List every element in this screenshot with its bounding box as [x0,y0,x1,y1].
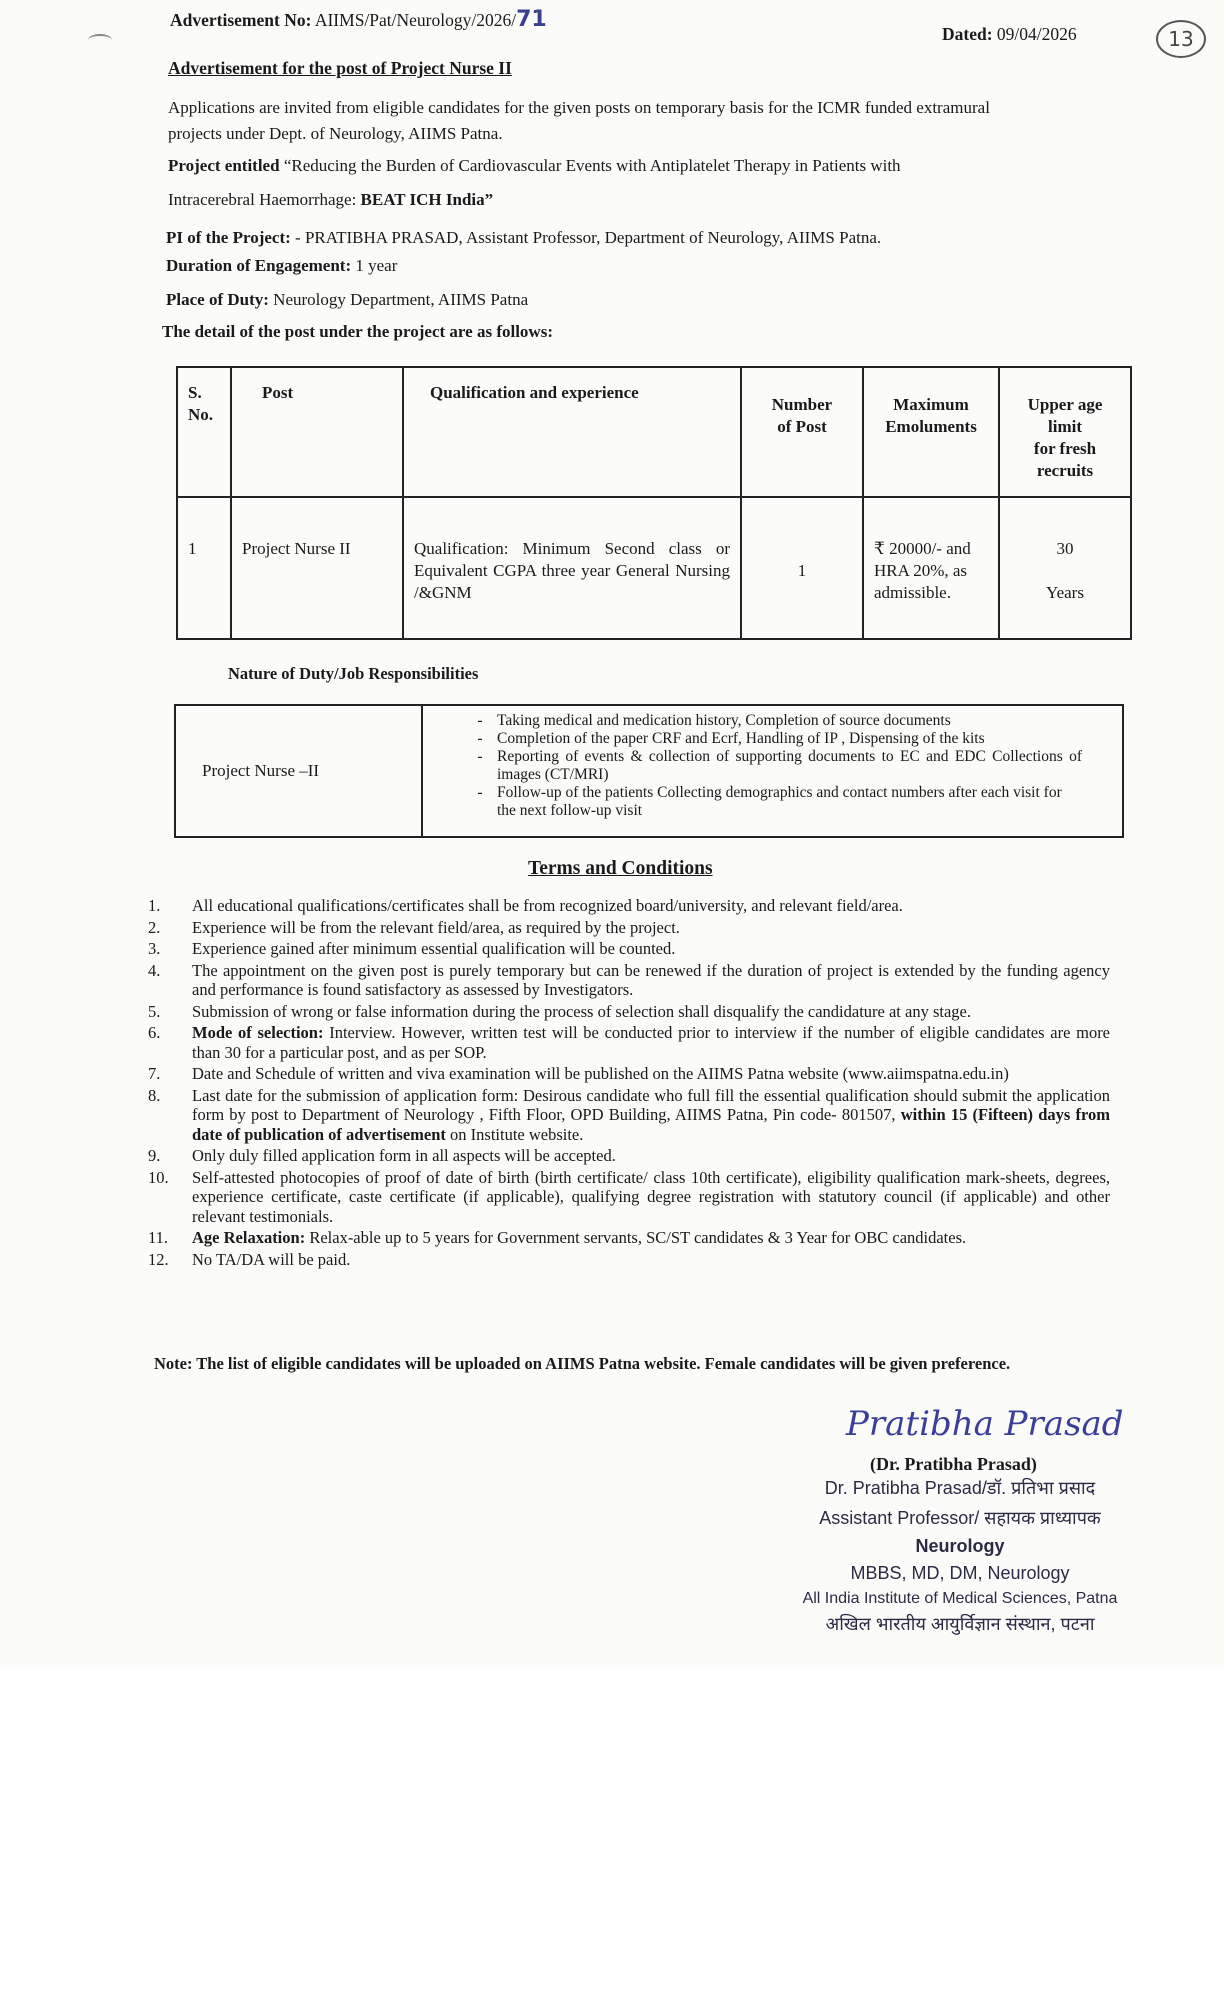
term-item [148,961,1110,1000]
duty-item [463,730,1082,748]
duty-item-text: Follow-up of the patients Collecting demographics and contact numbers after each visit for the next follow-up visit [497,784,1062,819]
cell-number: 1 [741,497,863,639]
header-sno-l2: No. [188,405,214,424]
term-text: Only duly filled application form in all aspects will be accepted. [192,1146,616,1165]
term-item [148,1228,1110,1248]
advertisement-number [170,7,547,32]
stamp-line: MBBS, MD, DM, Neurology [850,1563,1070,1583]
project-title-text-1: “Reducing the Burden of Cardiovascular Events with Antiplatelet Therapy in Patients with [283,156,901,175]
duty-dash: - [477,730,483,747]
cell-age-value: 30 [1056,539,1074,558]
project-label: Project entitled [168,156,280,175]
term-item [148,1146,1110,1166]
cell-post: Project Nurse II [231,497,403,639]
stamp-line: Neurology [915,1536,1005,1556]
term-text: Experience will be from the relevant field/area, as required by the project. [192,917,680,937]
project-title-line-1 [168,156,901,176]
cell-qualification: Qualification: Minimum Second class or Equivalent CGPA three year General Nursing /&GNM [403,497,741,639]
term-item [148,1250,1110,1270]
term-number: 7. [148,1064,161,1083]
header-number-l1: Number [771,395,833,414]
pi-line [166,228,881,248]
duty-item [463,712,1082,730]
duration-label: Duration of Engagement: [166,256,352,275]
term-body: Relax-able up to 5 years for Government servants, SC/ST candidates & 3 Year for OBC candidates. [305,1228,967,1247]
post-table-row [177,497,1131,639]
page-number-stamp [1156,20,1206,58]
term-number: 11. [148,1228,169,1247]
blank-area [0,1665,1224,2016]
duty-table [174,704,1124,838]
dated-value: 09/04/2026 [996,24,1077,44]
detail-heading: The detail of the post under the project are as follows: [162,322,553,341]
page-number: 13 [1168,27,1194,51]
advert-label: Advertisement No: [170,10,312,30]
term-item [148,1023,1110,1062]
handwritten-signature: Pratibha Prasad [846,1404,1124,1444]
term-text [192,1086,1110,1145]
duty-post: Project Nurse –II [175,705,422,837]
duty-item-text: Completion of the paper CRF and Ecrf, Handling of IP , Dispensing of the kits [497,730,985,747]
terms-heading: Terms and Conditions [528,858,713,879]
term-text [192,1023,1110,1062]
term-number: 9. [148,1146,161,1165]
cell-sno: 1 [177,497,231,639]
term-item [148,1002,1110,1022]
term-item [148,1086,1110,1145]
duration-line [166,256,397,276]
cell-emoluments: ₹ 20000/- and HRA 20%, as admissible. [863,497,999,639]
term-number: 4. [148,960,161,980]
title-post: Project Nurse II [390,58,512,78]
cell-age [999,497,1131,639]
term-body: Interview. However, written test will be conducted prior to interview if the number of eligible candidates are more than 30 for a particular post, and as per SOP. [192,1023,1111,1062]
duration-value: 1 year [351,256,398,275]
header-qualification: Qualification and experience [403,367,741,497]
duty-dash: - [477,712,483,729]
pi-label: PI of the Project: [166,228,291,247]
term-bold: Age Relaxation: [192,1228,306,1247]
duty-heading: Nature of Duty/Job Responsibilities [228,664,479,683]
term-text: The appointment on the given post is purely temporary but can be renewed if the duration of project is extended by the funding agency and performance is found satisfactory as assessed by Investigators. [192,960,1110,999]
header-age [999,367,1131,497]
header-age-l1: Upper age limit [1027,395,1103,436]
header-number-l2: of Post [777,417,827,436]
term-text: No TA/DA will be paid. [192,1249,351,1269]
signatory-name: (Dr. Pratibha Prasad) [870,1454,1037,1474]
header-number [741,367,863,497]
dated-label: Dated: [942,24,993,44]
term-text: Experience gained after minimum essential qualification will be counted. [192,939,676,958]
scan-mark [88,34,112,46]
stamp-line: Assistant Professor/ सहायक प्राध्यापक [819,1508,1101,1528]
stamp-line: Dr. Pratibha Prasad/डॉ. प्रतिभा प्रसाद [824,1478,1096,1498]
header-emoluments-l2: Emoluments [885,417,977,436]
place-value: Neurology Department, AIIMS Patna [268,290,529,309]
term-number: 3. [148,939,161,958]
header-age-l2: for fresh recruits [1033,439,1097,480]
stamp-line: All India Institute of Medical Sciences, Patna [802,1590,1118,1607]
term-item [148,918,1110,938]
header-sno-l1: S. [188,383,202,402]
post-table-header-row [177,367,1131,497]
duty-item [463,748,1082,784]
place-line [166,290,528,310]
duty-item-text: Taking medical and medication history, Completion of source documents [497,712,951,729]
place-label: Place of Duty: [166,290,269,309]
advertisement-title [168,58,512,79]
duty-list [422,705,1123,837]
header-emoluments-l1: Maximum [893,395,969,414]
post-table [176,366,1132,640]
term-text: Date and Schedule of written and viva examination will be published on the AIIMS Patna website (www.aiimspatna.edu.in) [192,1064,1009,1083]
term-number: 10. [148,1167,169,1187]
project-title-line-2 [168,190,493,210]
stamp-line: अखिल भारतीय आयुर्विज्ञान संस्थान, पटना [825,1614,1095,1634]
term-item [148,896,1110,916]
project-title-text-2: Intracerebral Haemorrhage: [168,190,361,209]
term-bold: Mode of selection: [192,1023,324,1042]
term-bold: within 15 (Fifteen) days from date of publication of advertisement [192,1105,1111,1144]
intro-line-2: projects under Dept. of Neurology, AIIMS Patna. [168,124,503,143]
term-number: 5. [148,1001,161,1021]
official-stamp [800,1476,1120,1636]
term-number: 8. [148,1085,161,1105]
title-prefix: Advertisement for the post of [168,58,391,78]
duty-item [463,784,1082,820]
header-post: Post [231,367,403,497]
terms-list [148,896,1110,1271]
header-emoluments [863,367,999,497]
term-tail: on Institute website. [445,1124,584,1144]
term-item [148,939,1110,959]
term-text: Self-attested photocopies of proof of date of birth (birth certificate/ class 10th certificate), eligibility qualification mark-sheets, degrees, experience certificate, caste certificate (if applicable), qualifying degree registration with statutory council (if applicable) and other relevant testimonials. [192,1167,1110,1226]
duty-dash: - [477,748,483,765]
term-number: 2. [148,917,161,937]
intro-line-1: Applications are invited from eligible candidates for the given posts on temporary basis for the ICMR funded extramural [168,98,990,117]
duty-item-text: Reporting of events & collection of supporting documents to EC and EDC Collections of images (CT/MRI) [497,748,1082,783]
duty-dash: - [477,784,483,801]
term-item [148,1168,1110,1227]
term-number: 12. [148,1249,169,1269]
term-item [148,1064,1110,1084]
project-acronym: BEAT ICH India” [360,190,494,209]
term-text: Submission of wrong or false information during the process of selection shall disqualify the candidature at any stage. [192,1001,971,1021]
term-number: 6. [148,1023,161,1042]
note: Note: The list of eligible candidates will be uploaded on AIIMS Patna website. Female candidates will be given preference. [154,1354,1011,1373]
term-body: Last date for the submission of application form: Desirous candidate who full fill the essential qualification should submit the application form by post to Department of Neurology , Fifth Floor, OPD Building, AIIMS Patna, Pin code- 801507, [192,1085,1110,1124]
header-sno [177,367,231,497]
advert-number-value: AIIMS/Pat/Neurology/2026/ [314,10,517,30]
dated [942,24,1077,44]
term-text [192,1228,966,1248]
pi-value: - PRATIBHA PRASAD, Assistant Professor, Department of Neurology, AIIMS Patna. [290,228,882,247]
handwritten-advert-digits: 71 [516,7,547,32]
duty-row [175,705,1123,837]
term-text: All educational qualifications/certificates shall be from recognized board/university, and relevant field/area. [192,896,903,915]
term-number: 1. [148,896,161,915]
cell-age-unit: Years [1046,583,1084,602]
